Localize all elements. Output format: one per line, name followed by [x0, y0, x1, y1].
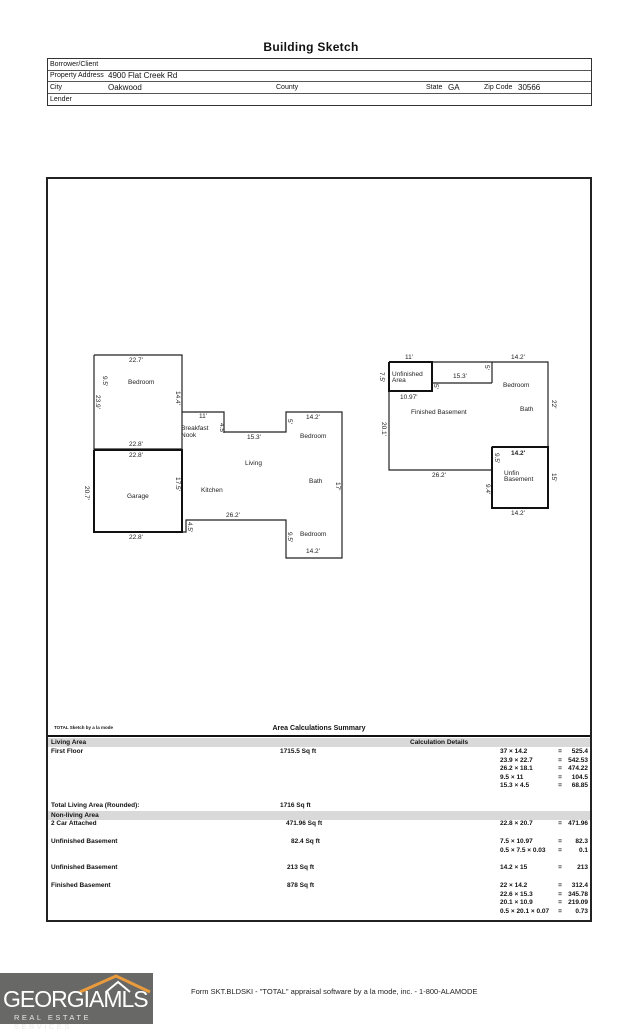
calc-line: 37 × 14.2 = 525.4	[500, 748, 588, 755]
dim-label: 11'	[405, 354, 413, 361]
dim-label: 4.5'	[186, 522, 193, 533]
dim-label: 14.2'	[306, 414, 320, 421]
finished-basement-row	[48, 882, 590, 918]
calc-line: 22.6 × 15.3 = 345.78	[500, 890, 588, 898]
summary-title: Area Calculations Summary	[272, 725, 366, 732]
calc-line: 26.2 × 18.1 = 474.22	[500, 765, 588, 772]
unfinished-2-name: Unfinished Basement	[51, 864, 118, 871]
finished-name: Finished Basement	[51, 882, 111, 889]
unfinished-1-name: Unfinished Basement	[51, 838, 118, 845]
area-summary	[48, 738, 590, 918]
finished-calcs	[500, 882, 588, 916]
non-living-header	[48, 811, 590, 820]
calc-line: 15.3 × 4.5 = 68.85	[500, 782, 588, 789]
dim-label: 5'	[483, 365, 490, 370]
floor-plan-sketch	[48, 179, 590, 736]
calc-line: 20.1 × 10.9 = 219.09	[500, 899, 588, 906]
dim-label: 14.2'	[511, 510, 525, 517]
first-floor-name: First Floor	[51, 748, 84, 755]
room-bedroom-3: Bedroom	[300, 531, 327, 538]
borrower-label: Borrower/Client	[50, 60, 99, 68]
room-unfin-basement-1: Unfin	[504, 470, 520, 477]
non-living-label: Non-living Area	[51, 812, 99, 819]
city-label: City	[50, 83, 63, 91]
garage-row	[48, 820, 590, 838]
state-value: GA	[448, 82, 460, 92]
room-unfinished-area-2: Area	[392, 377, 406, 384]
dim-label: 22.8'	[129, 534, 143, 541]
room-bath-2: Bath	[520, 406, 534, 413]
summary-divider	[48, 735, 590, 737]
property-row	[48, 71, 591, 83]
page-title: Building Sketch	[263, 40, 359, 54]
calc-line: 0.5 × 7.5 × 0.03 = 0.1	[500, 846, 588, 854]
garage-name: 2 Car Attached	[51, 820, 97, 827]
calc-line: 22.8 × 20.7 = 471.96	[500, 820, 588, 827]
sketch-frame	[46, 177, 592, 922]
dim-label: 22.8'	[129, 452, 143, 459]
calc-line: 0.5 × 20.1 × 0.07 = 0.73	[500, 907, 588, 915]
dim-label: 14.4'	[174, 391, 181, 405]
room-garage: Garage	[127, 493, 149, 500]
dim-label: 20.1'	[380, 422, 387, 436]
unfinished-1-area: 82.4 Sq ft	[291, 838, 320, 845]
borrower-row	[48, 59, 591, 71]
dim-label: 7.5'	[378, 372, 385, 383]
dim-label: 9.5'	[286, 532, 293, 543]
unfinished-basement-row-1	[48, 838, 590, 864]
first-floor-row	[48, 747, 590, 802]
calc-line: 23.9 × 22.7 = 542.53	[500, 756, 588, 764]
dim-label: 17'	[334, 482, 341, 491]
living-area-header	[48, 738, 590, 747]
zip-value: 30566	[518, 82, 541, 92]
dim-label: 14.2'	[511, 450, 526, 457]
dim-label: 20.7'	[83, 486, 90, 500]
zip-label: Zip Code	[484, 83, 513, 91]
calc-line: 22 × 14.2 = 312.4	[500, 882, 588, 889]
dim-label: 15.3'	[247, 434, 261, 441]
unfinished-1-calcs	[500, 838, 588, 855]
garage-area: 471.96 Sq ft	[286, 820, 323, 827]
room-breakfast-1: Breakfast	[181, 425, 209, 432]
property-label: Property Address	[50, 72, 104, 80]
dim-label: 4.5'	[218, 423, 225, 434]
dim-label: 15'	[550, 473, 557, 482]
calc-details-label: Calculation Details	[410, 739, 469, 746]
property-header-table	[47, 58, 592, 106]
dim-label: 9.4'	[484, 484, 491, 495]
total-living-value: 1716 Sq ft	[280, 802, 311, 809]
room-unfinished-area-1: Unfinished	[392, 371, 423, 378]
dim-label: 14.2'	[511, 354, 525, 361]
county-label: County	[276, 83, 299, 91]
garage-calcs	[500, 820, 588, 829]
city-row	[48, 82, 591, 94]
dim-label: 22'	[550, 400, 557, 409]
dim-label: 17.5'	[174, 477, 181, 491]
room-breakfast-2: Nook	[181, 432, 197, 439]
dim-label: 14.2'	[306, 548, 320, 555]
dim-label: 22.7'	[129, 357, 143, 364]
georgia-mls-logo	[0, 973, 153, 1031]
room-bedroom-2: Bedroom	[300, 433, 327, 440]
dim-label: 9.5'	[101, 376, 108, 387]
living-area-label: Living Area	[51, 739, 87, 746]
dim-label: 9.5'	[493, 453, 500, 464]
lender-row	[48, 94, 591, 106]
dim-label: 5'	[286, 419, 293, 424]
property-value: 4900 Flat Creek Rd	[108, 71, 178, 81]
room-unfin-basement-2: Basement	[504, 476, 534, 483]
room-bath-1: Bath	[309, 478, 323, 485]
room-living: Living	[245, 460, 262, 467]
calc-line: 9.5 × 11 = 104.5	[500, 773, 588, 781]
form-footer: Form SKT.BLDSKI - "TOTAL" appraisal software by a la mode, inc. - 1-800-ALAMODE	[191, 987, 478, 996]
sketch-credit: TOTAL Sketch by a la mode	[54, 725, 114, 730]
city-value: Oakwood	[108, 82, 142, 92]
dim-label: 22.8'	[129, 441, 143, 448]
logo-tagline: REAL ESTATE SERVICES	[14, 1013, 91, 1031]
dim-label: 10.97'	[400, 394, 418, 401]
unfinished-2-calcs	[500, 864, 588, 873]
unfinished-basement-row-2	[48, 864, 590, 882]
dim-label: 15.3'	[453, 373, 467, 380]
dim-label: 23.9'	[94, 395, 101, 409]
dim-label: 26.2'	[226, 512, 240, 519]
room-bedroom-4: Bedroom	[503, 382, 530, 389]
room-kitchen: Kitchen	[201, 487, 223, 494]
total-living-label: Total Living Area (Rounded):	[51, 802, 140, 809]
state-label: State	[426, 83, 443, 91]
total-living-row	[48, 802, 590, 811]
calc-line: 7.5 × 10.97 = 82.3	[500, 838, 588, 845]
dim-label: 11'	[199, 413, 207, 420]
room-bedroom-1: Bedroom	[128, 379, 155, 386]
dim-label: 5'	[432, 384, 439, 389]
finished-area: 878 Sq ft	[287, 882, 315, 889]
first-floor-calcs	[500, 748, 588, 791]
lender-label: Lender	[50, 95, 72, 103]
dim-label: 26.2'	[432, 472, 446, 479]
first-floor-area: 1715.5 Sq ft	[280, 748, 317, 755]
unfinished-2-area: 213 Sq ft	[287, 864, 315, 871]
logo-wordmark: GEORGIAMLS	[3, 986, 148, 1012]
room-finished-basement: Finished Basement	[411, 409, 467, 416]
calc-line: 14.2 × 15 = 213	[500, 864, 588, 871]
